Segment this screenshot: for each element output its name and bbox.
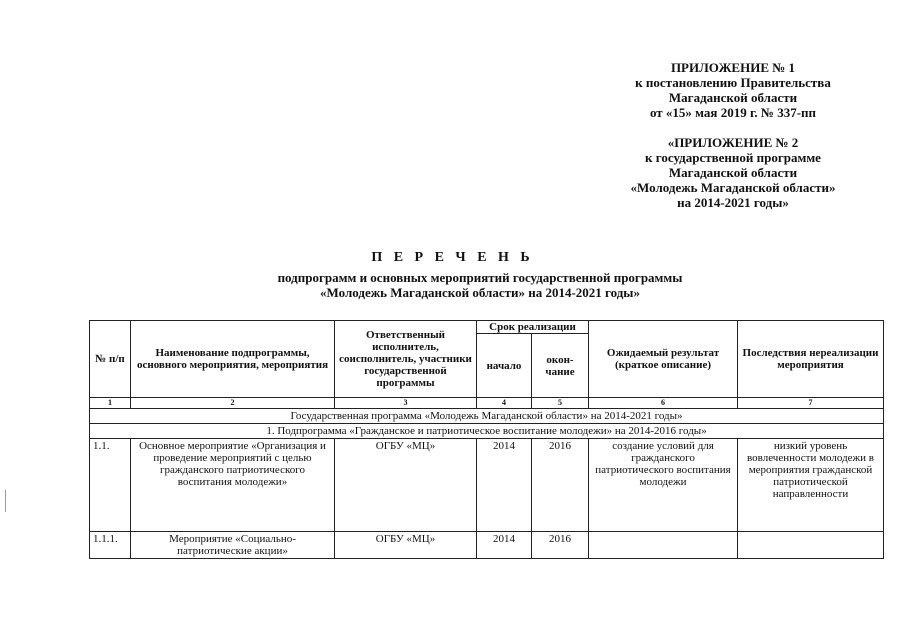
column-index: 1 xyxy=(90,398,131,409)
column-index: 4 xyxy=(477,398,532,409)
header-end: окон-чание xyxy=(532,334,589,398)
document-subtitle xyxy=(180,270,780,300)
row-executor: ОГБУ «МЦ» xyxy=(335,532,477,559)
row-consequences xyxy=(738,532,884,559)
row-result: создание условий для гражданского патриотического воспитания молодежи xyxy=(589,439,738,532)
row-num: 1.1.1. xyxy=(90,532,131,559)
row-consequences: низкий уровень вовлеченности молодежи в мероприятия гражданской патриотической направленности xyxy=(738,439,884,532)
column-index: 6 xyxy=(589,398,738,409)
appendix-line: к постановлению Правительства xyxy=(635,75,831,90)
column-index: 2 xyxy=(131,398,335,409)
subtitle-line: подпрограмм и основных мероприятий государственной программы xyxy=(277,270,683,285)
appendix-line: к государственной программе xyxy=(645,150,821,165)
column-index: 3 xyxy=(335,398,477,409)
appendix-block xyxy=(598,60,868,210)
header-executor: Ответственный исполнитель, соисполнитель, участники государственной программы xyxy=(335,321,477,398)
header-period: Срок реализации xyxy=(477,321,589,334)
appendix-line: от «15» мая 2019 г. № 337-пп xyxy=(649,105,817,120)
row-name: Основное мероприятие «Организация и проведение мероприятий с целью гражданского патриотического воспитания молодежи» xyxy=(131,439,335,532)
column-index-row xyxy=(90,398,884,409)
header-start: начало xyxy=(477,334,532,398)
table-row xyxy=(90,439,884,532)
scan-margin-mark xyxy=(5,490,6,512)
table-row xyxy=(90,532,884,559)
appendix-heading: «ПРИЛОЖЕНИЕ № 2 xyxy=(667,135,799,150)
row-result xyxy=(589,532,738,559)
row-name: Мероприятие «Социально-патриотические акции» xyxy=(131,532,335,559)
row-num: 1.1. xyxy=(90,439,131,532)
subprogram-title: 1. Подпрограмма «Гражданское и патриотическое воспитание молодежи» на 2014-2016 годы» xyxy=(90,424,884,439)
column-index: 7 xyxy=(738,398,884,409)
header-name: Наименование подпрограммы, основного мероприятия, мероприятия xyxy=(131,321,335,398)
appendix-line: Магаданской области xyxy=(668,90,798,105)
appendix-line: Магаданской области xyxy=(668,165,798,180)
subtitle-line: «Молодежь Магаданской области» на 2014-2021 годы» xyxy=(320,285,640,300)
program-row xyxy=(90,409,884,424)
document-title: П Е Р Е Ч Е Н Ь xyxy=(371,250,534,265)
appendix-line: «Молодежь Магаданской области» xyxy=(630,180,836,195)
header-result: Ожидаемый результат (краткое описание) xyxy=(589,321,738,398)
measures-table xyxy=(89,320,884,559)
row-start: 2014 xyxy=(477,439,532,532)
column-index: 5 xyxy=(532,398,589,409)
program-title: Государственная программа «Молодежь Магаданской области» на 2014-2021 годы» xyxy=(90,409,884,424)
row-end: 2016 xyxy=(532,439,589,532)
header-consequences: Последствия нереализации мероприятия xyxy=(738,321,884,398)
row-end: 2016 xyxy=(532,532,589,559)
row-start: 2014 xyxy=(477,532,532,559)
appendix-line: на 2014-2021 годы» xyxy=(677,195,789,210)
appendix-heading: ПРИЛОЖЕНИЕ № 1 xyxy=(670,60,796,75)
row-executor: ОГБУ «МЦ» xyxy=(335,439,477,532)
header-num: № п/п xyxy=(90,321,131,398)
subprogram-row xyxy=(90,424,884,439)
table-header-row xyxy=(90,321,884,334)
